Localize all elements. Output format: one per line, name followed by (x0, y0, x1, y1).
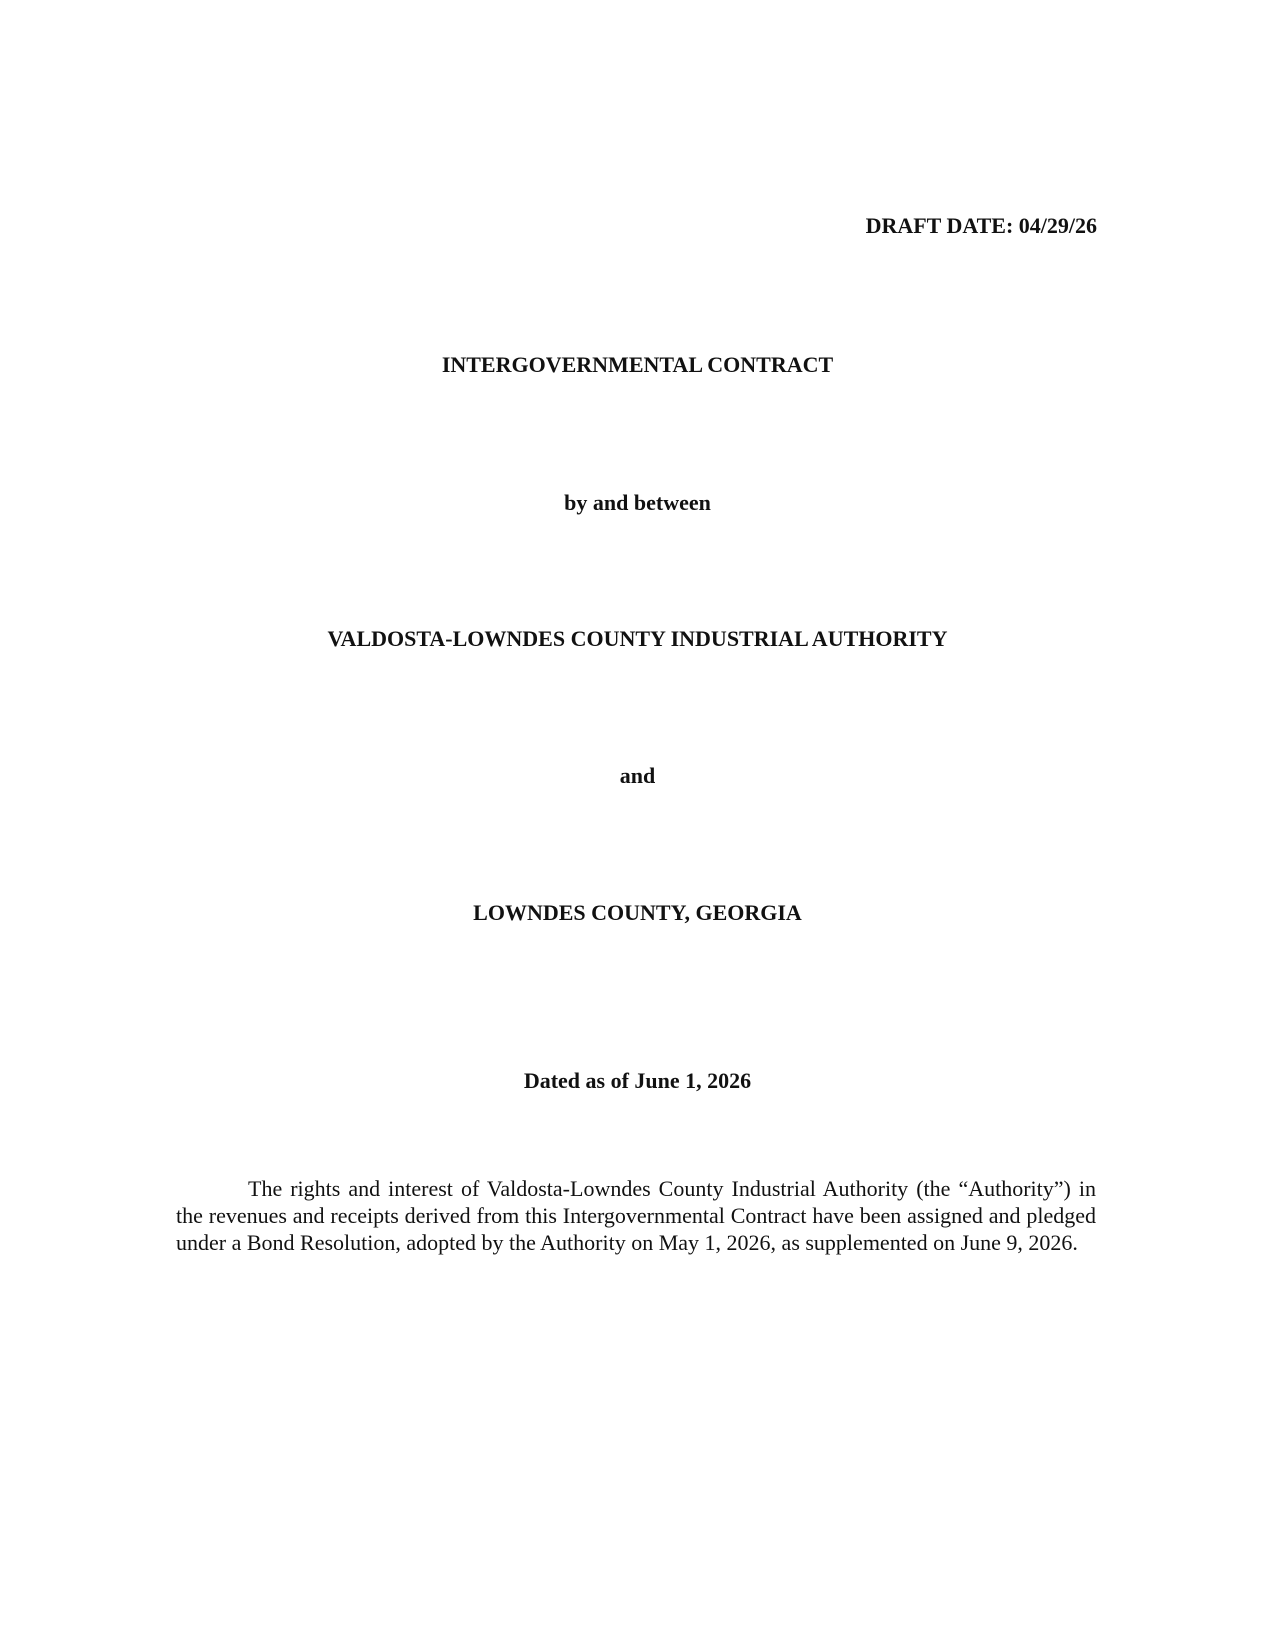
party-county: LOWNDES COUNTY, GEORGIA (473, 900, 802, 925)
between-line: by and between (564, 490, 711, 515)
draft-date: DRAFT DATE: 04/29/26 (865, 213, 1097, 238)
party-authority: VALDOSTA-LOWNDES COUNTY INDUSTRIAL AUTHORITY (327, 626, 948, 651)
and-line: and (619, 763, 656, 788)
dated-line: Dated as of June 1, 2026 (523, 1068, 752, 1093)
document-title: INTERGOVERNMENTAL CONTRACT (441, 352, 834, 377)
assignment-paragraph: The rights and interest of Valdosta-Lowndes County Industrial Authority (the “Authority”) in the revenues and receipts derived from this Intergovernmental Contract have been assigned and pledged under a Bond Resolution, adopted by the Authority on May 1, 2026, as supplemented on June 9, 2026. (176, 1176, 1096, 1255)
